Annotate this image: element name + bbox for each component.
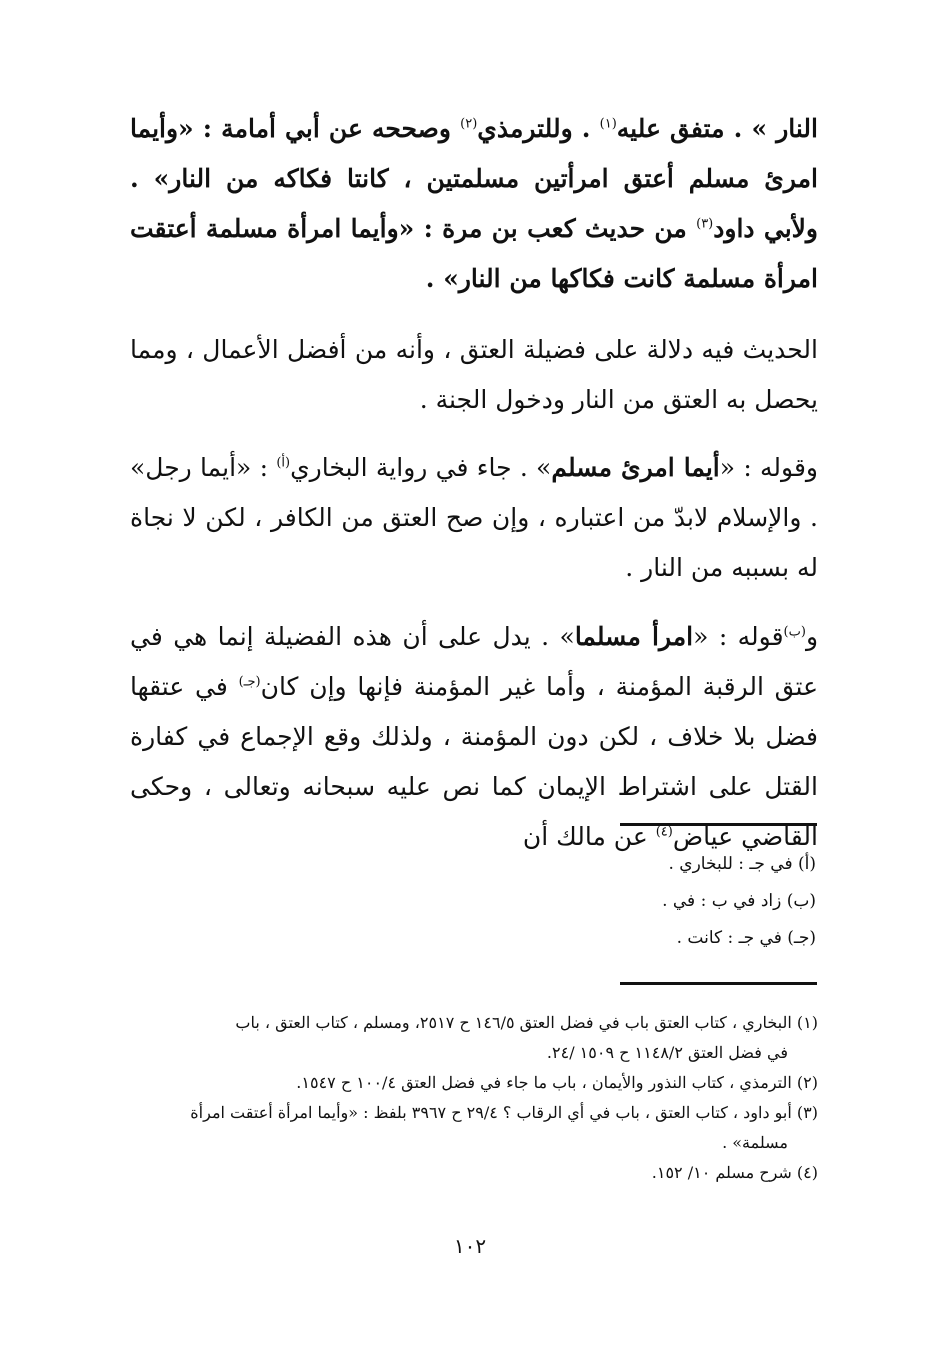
text-segment: . وللترمذي <box>477 114 600 143</box>
text-segment: » . يدل على أن هذه الفضيلة إنما هي في عتق الرقبة المؤمنة ، وأما غير المؤمنة فإنها وإن كان <box>130 622 818 701</box>
footnote-marker: (٢) <box>460 116 478 132</box>
text-segment: عن مالك أن <box>522 822 656 851</box>
text-segment: » . جاء في رواية البخاري <box>290 453 552 482</box>
bold-quote: امرأ مسلما <box>574 622 694 651</box>
variant-marker: (أ) <box>276 455 291 471</box>
page-number: ١٠٢ <box>453 1234 487 1258</box>
text-segment: الحديث فيه دلالة على فضيلة العتق ، وأنه من أفضل الأعمال ، ومما يحصل به العتق من النار ودخول الجنة . <box>130 335 818 414</box>
variant-notes <box>420 846 816 957</box>
text-segment: من حديث كعب بن مرة : «وأيما امرأة مسلمة أعتقت امرأة مسلمة كانت فكاكها من النار» . <box>130 214 818 293</box>
text-segment: وقوله : « <box>719 453 818 482</box>
footnote-line: في فضل العتق ١١٤٨/٢ ح ١٥٠٩ /٢٤. <box>546 1043 788 1062</box>
variant-note: (ب) زاد في ب : في . <box>662 891 816 911</box>
variant-note: (جـ) في جـ : كانت . <box>676 928 816 948</box>
footnote-marker: (٤) <box>655 824 673 840</box>
footnote-line: (٢) الترمذي ، كتاب النذور والأيمان ، باب ما جاء في فضل العتق ١٠٠/٤ ح ١٥٤٧. <box>296 1073 818 1092</box>
text-segment: النار » . متفق عليه <box>616 114 818 143</box>
footnote-line: مسلمة» . <box>722 1133 788 1152</box>
footnote-line: (٣) أبو داود ، كتاب العتق ، باب في أي الرقاب ؟ ٢٩/٤ ح ٣٩٦٧ بلفظ : «وأيما امرأة أعتقت امرأة <box>190 1103 818 1122</box>
text-segment: وصححه عن أبي أمامة : «وأيما امرئ مسلم أعتق امرأتين مسلمتين ، كانتا فكاكه من النار» . ولأبي داود <box>130 114 818 243</box>
footnotes <box>140 1008 818 1188</box>
footnote-marker: (٣) <box>696 216 714 232</box>
variant-marker: (جـ) <box>238 674 261 690</box>
text-segment: قوله : « <box>693 622 784 651</box>
bold-quote: أيما امرئ مسلم <box>551 453 720 482</box>
text-segment: في عتقها فضل بلا خلاف ، لكن دون المؤمنة ، ولذلك وقع الإجماع في كفارة القتل على اشتراط الإيمان كما نص عليه سبحانه وتعالى ، وحكى القاضي عياض <box>130 672 818 851</box>
footnote-marker: (١) <box>599 116 617 132</box>
footnote-separator <box>620 823 817 826</box>
main-paragraph-1 <box>130 104 818 304</box>
text-segment: و <box>805 622 819 651</box>
footnote-line: (٤) شرح مسلم ١٠/ ١٥٢. <box>651 1163 818 1182</box>
variant-marker: (ب) <box>783 624 806 640</box>
text-segment: : «أيما رجل» . والإسلام لابدّ من اعتباره ، وإن صح العتق من الكافر ، لكن لا نجاة له بسببه من النار . <box>130 453 818 582</box>
main-paragraph-3 <box>130 443 818 593</box>
footnote-line: (١) البخاري ، كتاب العتق باب في فضل العتق ١٤٦/٥ ح ٢٥١٧، ومسلم ، كتاب العتق ، باب <box>235 1013 818 1032</box>
variant-note: (أ) في جـ : للبخاري . <box>668 854 816 874</box>
main-paragraph-2 <box>130 325 818 425</box>
footnote-separator <box>620 982 817 985</box>
